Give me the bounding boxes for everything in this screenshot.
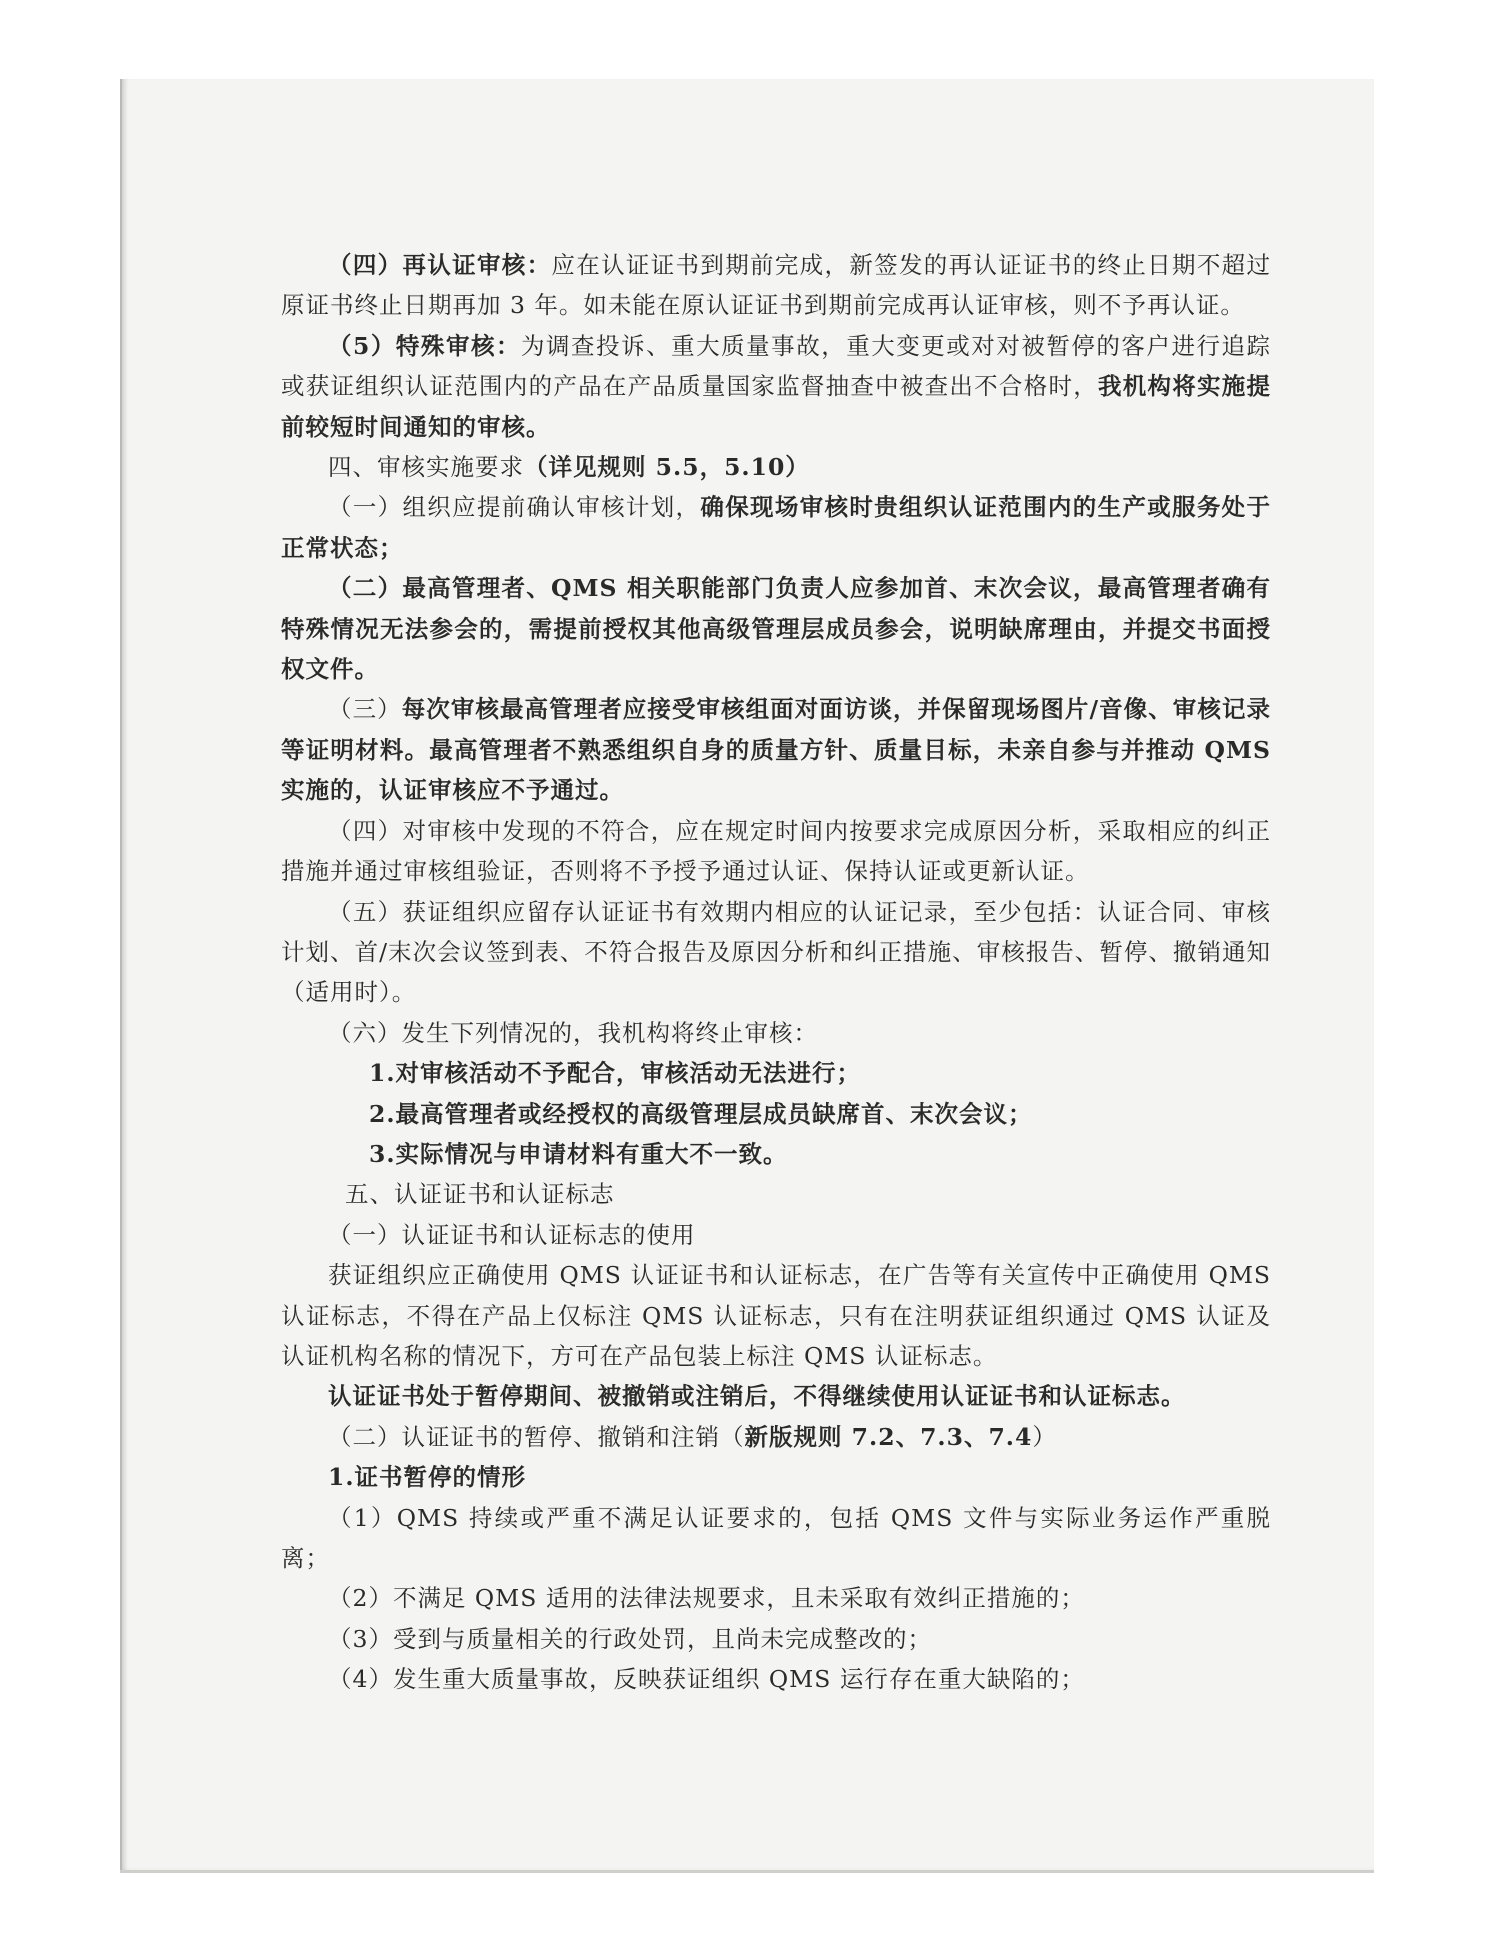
paragraph-4-2 (281, 568, 1271, 689)
suspension-item-1: （1）QMS 持续或严重不满足认证要求的，包括 QMS 文件与实际业务运作严重脱离； (281, 1503, 1271, 1572)
text-4-2: （二）最高管理者、QMS 相关职能部门负责人应参加首、末次会议，最高管理者确有特殊情况无法参会的，需提前授权其他高级管理层成员参会，说明缺席理由，并提交书面授权文件。 (281, 574, 1271, 684)
termination-item-3: 3.实际情况与申请材料有重大不一致。 (369, 1139, 788, 1168)
heading-special-audit: （5）特殊审核： (328, 331, 521, 360)
text-4-5: （五）获证组织应留存认证证书有效期内相应的认证记录，至少包括：认证合同、审核计划、首/末次会议签到表、不符合报告及原因分析和纠正措施、审核报告、暂停、撤销通知（适用时）。 (281, 897, 1271, 1007)
text-5-2: 认证证书处于暂停期间、被撤销或注销后，不得继续使用认证证书和认证标志。 (328, 1382, 1186, 1411)
label-4-3: （三） (328, 695, 402, 724)
section-5-sub2 (281, 1417, 1271, 1457)
section-5-sub2-title: （二）认证证书的暂停、撤销和注销（ (328, 1422, 745, 1451)
suspension-item-3: （3）受到与质量相关的行政处罚，且尚未完成整改的； (328, 1624, 932, 1653)
section-4-heading (281, 447, 1271, 487)
paragraph-4-4 (281, 811, 1271, 892)
list-item (281, 1619, 1271, 1659)
list-item (281, 1094, 1271, 1134)
list-item (281, 1053, 1271, 1093)
section-5-heading (281, 1174, 1271, 1214)
paragraph-special-audit (281, 326, 1271, 447)
document-body (281, 245, 1271, 1700)
section-5-sub2-close: ） (1032, 1422, 1057, 1451)
suspension-item-2: （2）不满足 QMS 适用的法律法规要求，且未采取有效纠正措施的； (328, 1584, 1085, 1613)
paragraph-4-6 (281, 1013, 1271, 1053)
text-recertification: 应在认证证书到期前完成，新签发的再认证证书的终止日期不超过原证书终止日期再加 3 年。如未能在原认证证书到期前完成再认证审核，则不予再认证。 (281, 251, 1272, 320)
list-item (281, 1134, 1271, 1174)
text-4-1: （一）组织应提前确认审核计划， (328, 493, 701, 522)
section-5-sub1 (281, 1215, 1271, 1255)
termination-item-2: 2.最高管理者或经授权的高级管理层成员缺席首、末次会议； (369, 1099, 1033, 1128)
section-4-reference: （详见规则 5.5，5.10） (524, 453, 810, 482)
heading-recertification: （四）再认证审核： (328, 251, 552, 279)
text-4-4: （四）对审核中发现的不符合，应在规定时间内按要求完成原因分析，采取相应的纠正措施并通过审核组验证，否则将不予授予通过认证、保持认证或更新认证。 (281, 816, 1271, 886)
text-special-audit-bold: 我机构将实施提前较短时间通知的审核。 (281, 372, 1272, 441)
paragraph-4-5 (281, 892, 1271, 1013)
section-5-title: 五、认证证书和认证标志 (345, 1180, 615, 1209)
suspension-item-4: （4）发生重大质量事故，反映获证组织 QMS 运行存在重大缺陷的； (328, 1665, 1085, 1694)
list-item (281, 1498, 1271, 1579)
section-5-sub1-title: （一）认证证书和认证标志的使用 (328, 1220, 696, 1249)
paragraph-recertification (281, 245, 1271, 326)
paragraph-4-1 (281, 487, 1271, 568)
paragraph-4-3 (281, 689, 1271, 810)
paragraph-5-2 (281, 1376, 1271, 1416)
text-4-6: （六）发生下列情况的，我机构将终止审核： (328, 1018, 818, 1047)
suspension-heading (281, 1457, 1271, 1497)
text-special-audit: 为调查投诉、重大质量事故，重大变更或对对被暂停的客户进行追踪或获证组织认证范围内的产品在产品质量国家监督抽查中被查出不合格时， (281, 331, 1272, 401)
section-5-sub2-reference: 新版规则 7.2、7.3、7.4 (744, 1422, 1033, 1451)
list-item (281, 1578, 1271, 1618)
section-4-title: 四、审核实施要求 (328, 453, 524, 482)
list-item (281, 1659, 1271, 1699)
suspension-title: 1.证书暂停的情形 (328, 1463, 527, 1492)
page-edge-bottom (120, 1870, 1374, 1873)
text-5-1: 获证组织应正确使用 QMS 认证证书和认证标志，在广告等有关宣传中正确使用 QMS 认证标志，不得在产品上仅标注 QMS 认证标志，只有在注明获证组织通过 QMS 认证及认证机构名称的情况下，方可在产品包装上标注 QMS 认证标志。 (281, 1261, 1271, 1370)
termination-item-1: 1.对审核活动不予配合，审核活动无法进行； (369, 1059, 862, 1088)
text-4-1-bold: 确保现场审核时贵组织认证范围内的生产或服务处于正常状态； (281, 493, 1272, 562)
text-4-3: 每次审核最高管理者应接受审核组面对面访谈，并保留现场图片/音像、审核记录等证明材料。最高管理者不熟悉组织自身的质量方针、质量目标，未亲自参与并推动 QMS 实施的，认证审核应不予通过。 (281, 695, 1272, 805)
paragraph-5-1 (281, 1255, 1271, 1376)
